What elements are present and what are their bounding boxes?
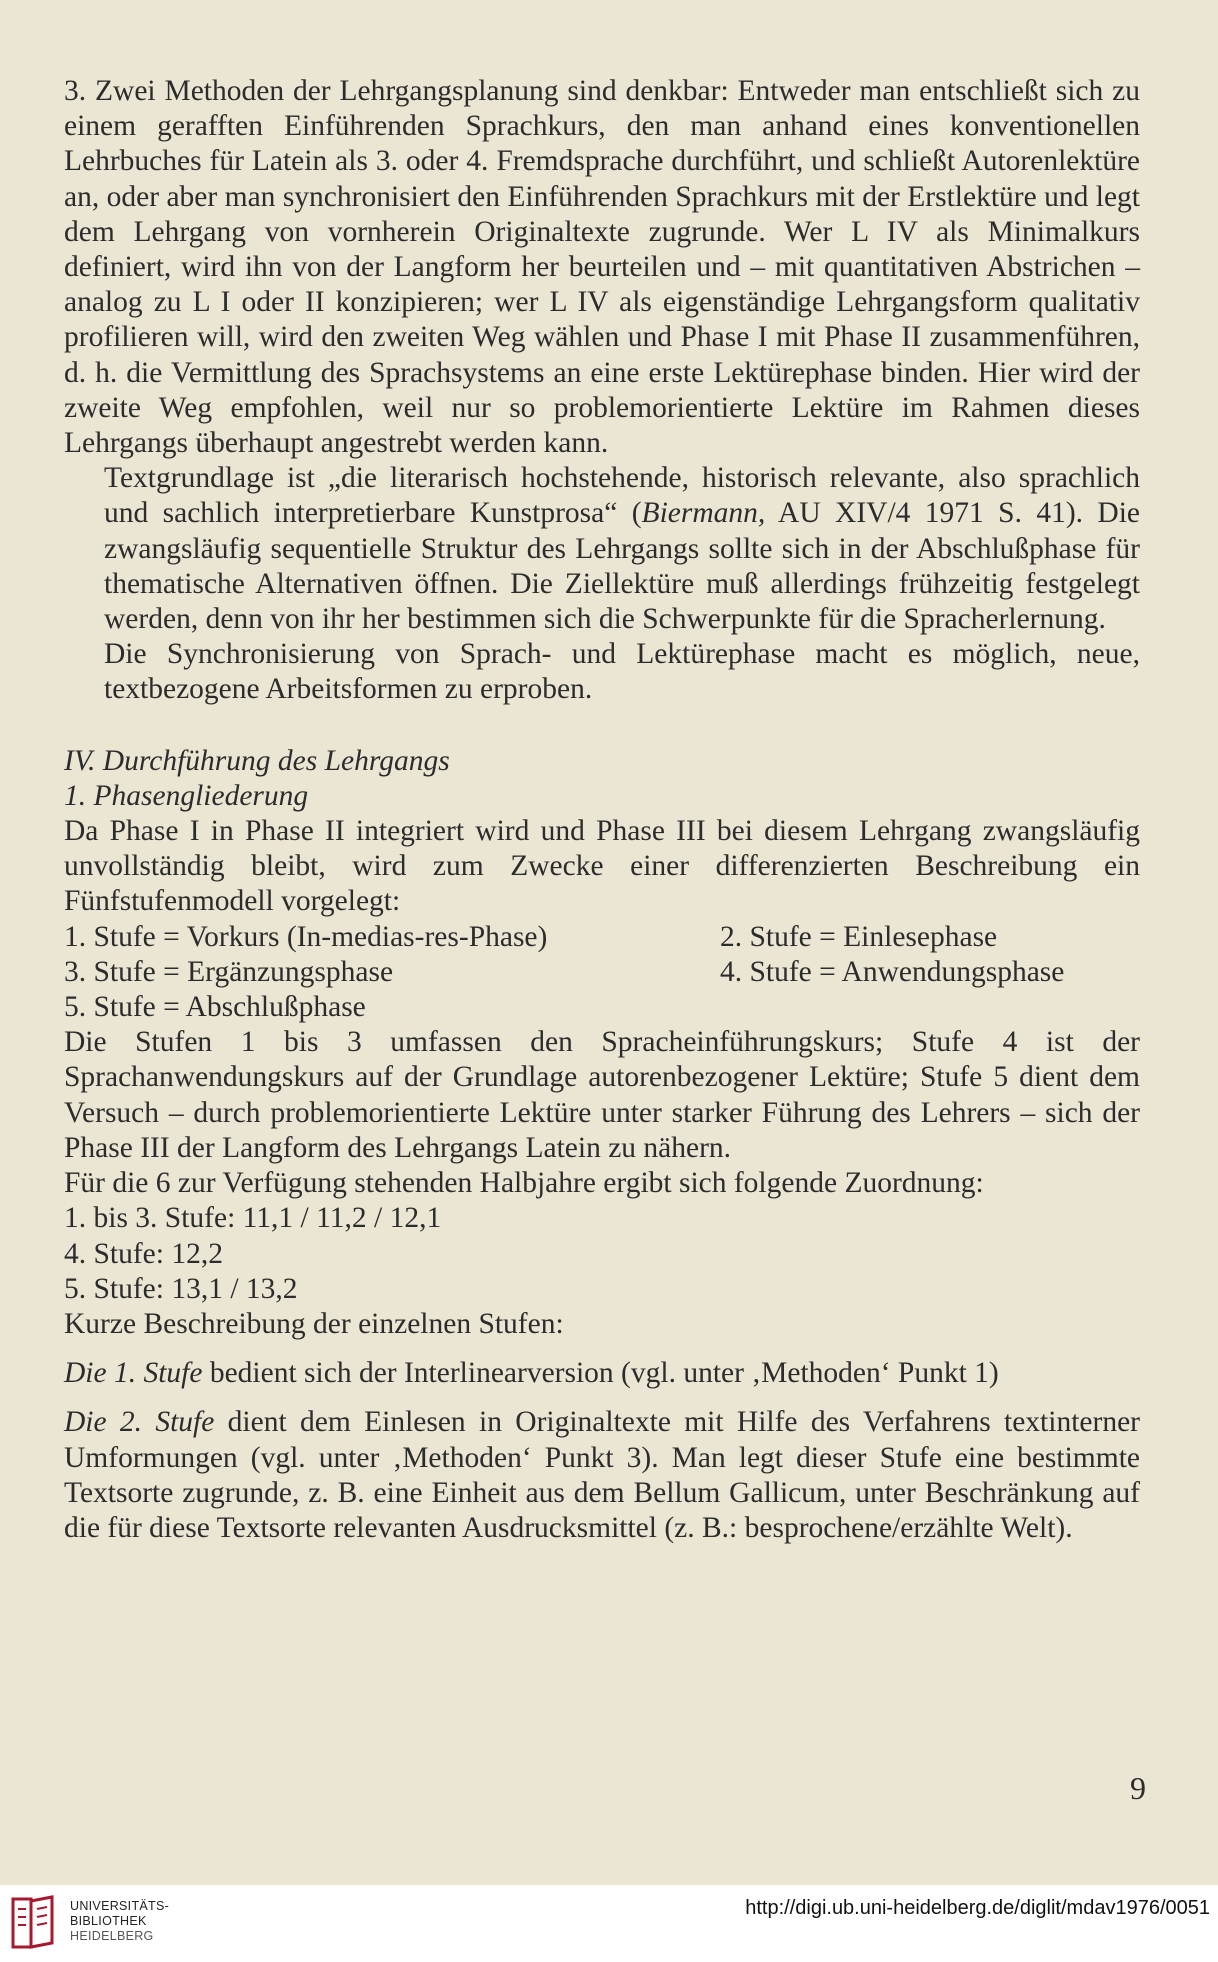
stufe-2-item: 2. Stufe = Einlesephase — [720, 920, 998, 953]
stufe-3-item: 3. Stufe = Ergänzungsphase — [64, 955, 394, 988]
stufe-2-description: dient dem Einlesen in Originaltexte mit Hilfe des Verfahrens textinterner Umformungen (vgl. unter ‚Methoden‘ Punkt 3). Man legt dieser Stufe eine bestimmte Textsorte zugrunde, z. B. eine Einheit aus dem Bellum Gallicum, unter Beschränkung auf die für diese Textsorte relevanten Ausdrucksmittel (z. B.: besprochene/erzählte Welt). — [64, 1406, 1140, 1544]
library-name — [70, 1899, 169, 1944]
body-text — [64, 74, 1140, 1546]
spacer — [64, 708, 1140, 744]
spacer — [64, 1342, 1140, 1356]
page-number: 9 — [1130, 1770, 1146, 1806]
paragraph-stufe-1 — [64, 1356, 1140, 1391]
paragraph-kurze-beschreibung: Kurze Beschreibung der einzelnen Stufen: — [64, 1307, 564, 1340]
section-heading: IV. Durchführung des Lehrgangs — [64, 744, 450, 777]
source-url-link[interactable]: http://digi.ub.uni-heidelberg.de/diglit/mdav1976/0051 — [745, 1897, 1210, 1919]
stufen-row-2 — [64, 955, 1140, 990]
library-logo-icon — [10, 1895, 58, 1951]
spacer — [64, 1391, 1140, 1405]
paragraph-textgrundlage — [64, 461, 1140, 637]
textgrundlage-text-start: Textgrundlage ist „die literarisch hochstehende, historisch relevante, also sprachlich und sachlich interpretierbare Kunstprosa“ ( — [104, 462, 1140, 530]
library-name-line: BIBLIOTHEK — [70, 1914, 147, 1928]
paragraph-synchronisierung: Die Synchronisierung von Sprach- und Lektürephase macht es möglich, neue, textbezogene Arbeitsformen zu erproben. — [104, 638, 1140, 706]
textgrundlage-text-end: AU XIV/4 1971 S. 41). Die zwangsläufig sequentielle Struktur des Lehrgangs sollte sich in der Abschlußphase für thematische Alternativen öffnen. Die Ziellektüre muß allerdings frühzeitig festgelegt werden, denn von ihr her bestimmen sich die Schwerpunkte für die Spracherlernung. — [104, 497, 1141, 636]
paragraph-stufe-2 — [64, 1405, 1140, 1546]
stufe-1-label: Die 1. Stufe — [64, 1357, 203, 1390]
paragraph-halbjahre: Für die 6 zur Verfügung stehenden Halbjahre ergibt sich folgende Zuordnung: — [64, 1167, 984, 1200]
zuordnung-item: 4. Stufe: 12,2 — [64, 1237, 223, 1270]
paragraph-zwei-methoden: 3. Zwei Methoden der Lehrgangsplanung sind denkbar: Entweder man entschließt sich zu einem gerafften Einführenden Sprachkurs, den man anhand eines konventionellen Lehrbuches für Latein als 3. oder 4. Fremdsprache durchführt, und schließt Autorenlektüre an, oder aber man synchronisiert den Einführenden Sprachkurs mit der Erstlektüre und legt dem Lehrgang von vornherein Originaltexte zugrunde. Wer L IV als Minimalkurs definiert, wird ihn von der Langform her beurteilen und – mit quantitativen Abstrichen – analog zu L I oder II konzipieren; wer L IV als eigenständige Lehrgangsform qualitativ profilieren will, wird den zweiten Weg wählen und Phase I mit Phase II zusammenführen, d. h. die Vermittlung des Sprachsystems an eine erste Lektürephase binden. Hier wird der zweite Weg empfohlen, weil nur so problemorientierte Lektüre im Rahmen dieses Lehrgangs überhaupt angestrebt werden kann. — [64, 75, 1140, 460]
stufe-2-label: Die 2. Stufe — [64, 1406, 215, 1439]
paragraph-phasengliederung: Da Phase I in Phase II integriert wird und Phase III bei diesem Lehrgang zwangsläufig unvollständig bleibt, wird zum Zwecke einer differenzierten Beschreibung ein Fünfstufenmodell vorgelegt: — [64, 815, 1140, 918]
library-name-line: HEIDELBERG — [70, 1929, 154, 1943]
footer-bar — [0, 1885, 1218, 1962]
stufe-4-item: 4. Stufe = Anwendungsphase — [720, 955, 1065, 988]
stufen-row-1 — [64, 920, 1140, 955]
zuordnung-item: 5. Stufe: 13,1 / 13,2 — [64, 1272, 298, 1305]
library-name-line: UNIVERSITÄTS- — [70, 1899, 170, 1913]
zuordnung-item: 1. bis 3. Stufe: 11,1 / 11,2 / 12,1 — [64, 1202, 442, 1235]
citation-author: Biermann, — [641, 497, 766, 530]
stufe-5-item: 5. Stufe = Abschlußphase — [64, 991, 366, 1024]
paragraph-stufen: Die Stufen 1 bis 3 umfassen den Spracheinführungskurs; Stufe 4 ist der Sprachanwendungskurs auf der Grundlage autorenbezogener Lektüre; Stufe 5 dient dem Versuch – durch problemorientierte Lektüre unter starker Führung des Lehrers – sich der Phase III der Langform des Lehrgangs Latein zu nähern. — [64, 1026, 1140, 1164]
stufe-1-description: bedient sich der Interlinearversion (vgl. unter ‚Methoden‘ Punkt 1) — [202, 1357, 999, 1390]
stufe-1-item: 1. Stufe = Vorkurs (In-medias-res-Phase) — [64, 920, 548, 953]
subsection-heading: 1. Phasengliederung — [64, 779, 309, 812]
